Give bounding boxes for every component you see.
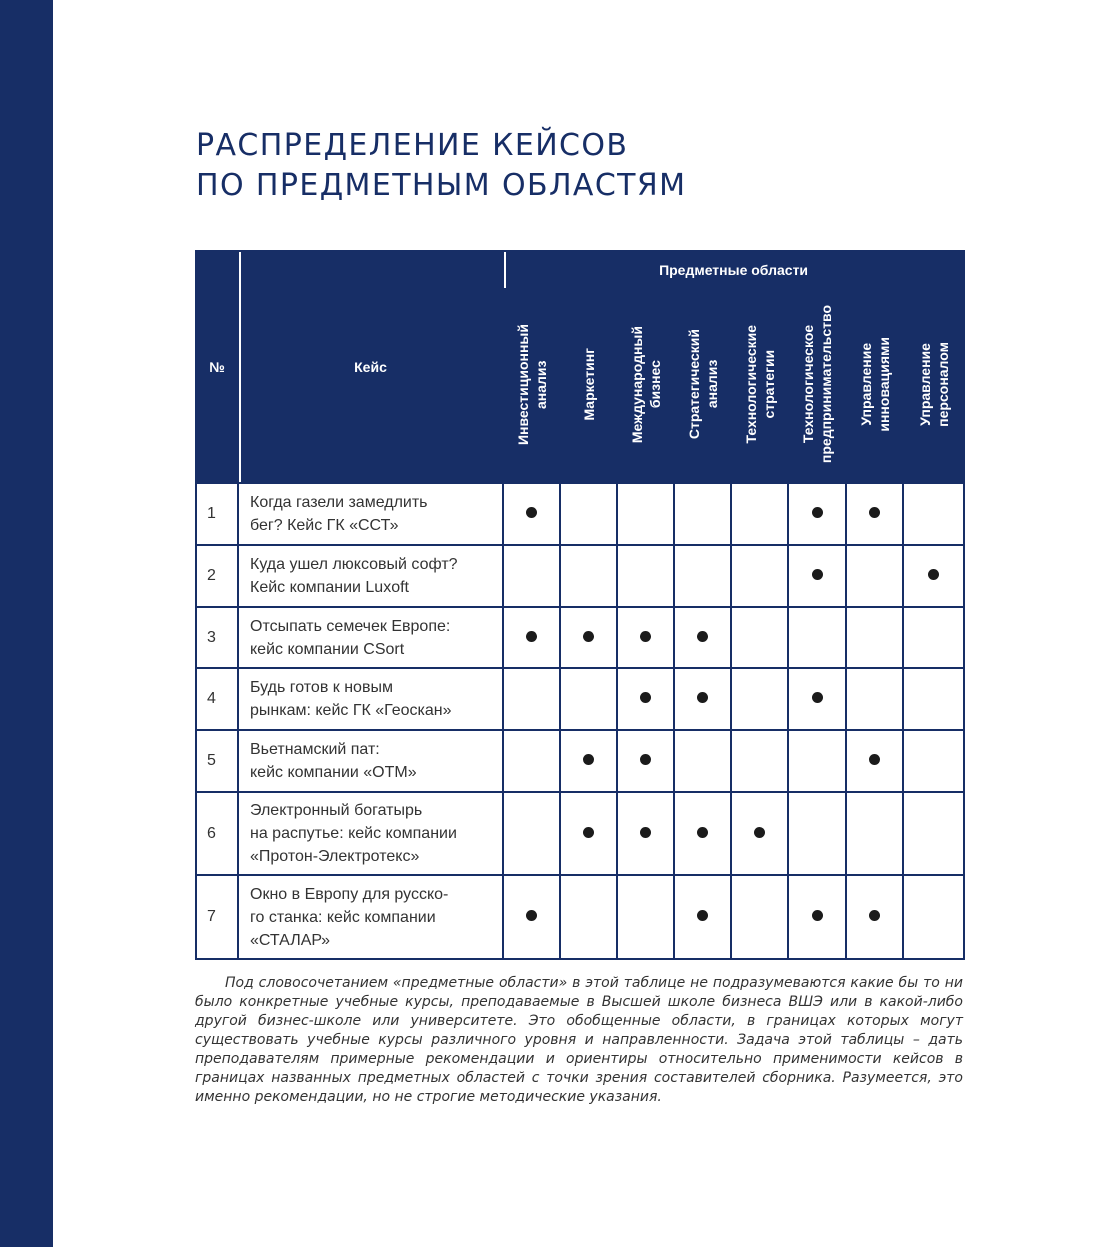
case-title-line: Отсыпать семечек Европе: (250, 617, 451, 635)
area-label (799, 305, 835, 463)
bullet-mark-icon (583, 754, 594, 765)
side-color-bar (0, 0, 53, 1247)
bullet-mark-icon (640, 754, 651, 765)
bullet-mark-icon (526, 910, 537, 921)
area-cell (503, 792, 560, 875)
area-cell (846, 668, 903, 730)
bullet-mark-icon (526, 631, 537, 642)
area-cell (617, 875, 674, 959)
area-cell (560, 607, 617, 668)
title-line-2: ПО ПРЕДМЕТНЫМ ОБЛАСТЯМ (196, 168, 687, 203)
table-row (196, 730, 964, 792)
table-row (196, 483, 964, 545)
area-cell (788, 668, 846, 730)
footnote: Под словосочетанием «предметные области» в этой таблице не подразумеваются какие бы то ни было конкретные учебные курсы, преподаваемые в Высшей школе бизнеса ВШЭ или в какой-либо другой бизнес-школе или университете. Это обобщенные области, в границах которых могут существовать учебные курсы различного уровня и направленности. Задача этой таблицы – дать преподавателям примерные рекомендации и ориентиры относительно применимости кейсов в границах названных предметных областей с точки зрения составителей сборника. Разумеется, это именно рекомендации, но не строгие методические указания. (195, 975, 963, 1105)
area-cell (503, 607, 560, 668)
header-subject-areas: Предметные области (503, 251, 964, 289)
area-label-line-2: анализ (532, 360, 549, 409)
area-cell (674, 483, 731, 545)
area-label-line-2: предпринимательство (818, 305, 834, 464)
case-title-line: Кейс компании Luxoft (250, 579, 409, 596)
area-cell (903, 792, 964, 875)
area-label (916, 342, 952, 427)
case-title-line: го станка: кейс компании (250, 908, 436, 926)
area-label-line-1: Маркетинг (580, 348, 597, 421)
area-label (514, 324, 550, 445)
area-cell (731, 875, 788, 959)
area-label (685, 329, 721, 439)
area-cell (788, 875, 846, 959)
case-title-line: рынкам: кейс ГК «Геоскан» (250, 702, 452, 719)
row-number: 2 (196, 545, 238, 607)
bullet-mark-icon (583, 827, 594, 838)
area-cell (731, 792, 788, 875)
area-cell (788, 545, 846, 607)
area-label-line-1: Технологическое (800, 325, 816, 444)
area-label-line-1: Инвестиционный (514, 323, 531, 446)
area-cell (617, 607, 674, 668)
area-header-0 (503, 289, 560, 483)
area-cell (674, 607, 731, 668)
area-cell (846, 545, 903, 607)
case-title-line: бег? Кейс ГК «ССТ» (250, 517, 399, 534)
area-label (580, 348, 598, 421)
area-cell (731, 668, 788, 730)
table-row (196, 875, 964, 959)
bullet-mark-icon (697, 692, 708, 703)
case-title-line: «Протон-Электротекс» (250, 848, 420, 865)
row-number: 5 (196, 730, 238, 792)
area-header-2 (617, 289, 674, 483)
case-title (238, 483, 503, 545)
area-cell (846, 730, 903, 792)
area-cell (674, 668, 731, 730)
page-title (196, 126, 686, 206)
area-cell (560, 875, 617, 959)
area-cell (560, 792, 617, 875)
area-label-line-1: Управление (857, 343, 874, 426)
table-body (196, 483, 964, 959)
area-cell (617, 483, 674, 545)
case-title-line: Вьетнамский пат: (250, 741, 380, 758)
bullet-mark-icon (526, 507, 537, 518)
area-label (628, 326, 664, 443)
area-cell (674, 792, 731, 875)
header-case: Кейс (238, 251, 503, 483)
bullet-mark-icon (812, 507, 823, 518)
bullet-mark-icon (812, 569, 823, 580)
area-cell (846, 607, 903, 668)
case-title (238, 668, 503, 730)
case-title (238, 792, 503, 875)
area-cell (903, 545, 964, 607)
bullet-mark-icon (697, 631, 708, 642)
case-title-line: Будь готов к новым (250, 679, 393, 696)
area-header-5 (788, 289, 846, 483)
case-title-line: Когда газели замедлить (250, 494, 428, 511)
area-label-line-1: Технологические (742, 325, 759, 444)
bullet-mark-icon (869, 910, 880, 921)
area-cell (674, 730, 731, 792)
area-cell (846, 483, 903, 545)
area-cell (788, 730, 846, 792)
area-cell (617, 545, 674, 607)
area-cell (503, 483, 560, 545)
row-number: 1 (196, 483, 238, 545)
area-cell (903, 668, 964, 730)
table-row (196, 668, 964, 730)
area-cell (617, 792, 674, 875)
case-title-line: Куда ушел люксовый софт? (250, 556, 458, 573)
bullet-mark-icon (812, 692, 823, 703)
bullet-mark-icon (869, 754, 880, 765)
area-label-line-2: стратегии (760, 350, 777, 419)
row-number: 3 (196, 607, 238, 668)
bullet-mark-icon (640, 631, 651, 642)
area-cell (846, 875, 903, 959)
area-label-line-2: персоналом (934, 342, 951, 427)
area-label-line-2: инновациями (875, 337, 892, 432)
case-title (238, 607, 503, 668)
area-label (857, 337, 893, 432)
area-cell (617, 668, 674, 730)
area-cell (503, 730, 560, 792)
area-cell (560, 483, 617, 545)
area-cell (788, 792, 846, 875)
area-cell (617, 730, 674, 792)
row-number: 7 (196, 875, 238, 959)
case-title-line: Электронный богатырь (250, 802, 423, 819)
area-label-line-2: анализ (703, 360, 720, 409)
area-cell (503, 668, 560, 730)
area-label (742, 325, 778, 444)
bullet-mark-icon (697, 827, 708, 838)
case-title-line: кейс компании CSort (250, 640, 405, 658)
area-header-1 (560, 289, 617, 483)
row-number: 4 (196, 668, 238, 730)
area-cell (731, 545, 788, 607)
area-cell (560, 668, 617, 730)
area-header-7 (903, 289, 964, 483)
area-cell (731, 730, 788, 792)
area-cell (503, 545, 560, 607)
bullet-mark-icon (869, 507, 880, 518)
area-header-3 (674, 289, 731, 483)
area-cell (903, 875, 964, 959)
area-header-6 (846, 289, 903, 483)
case-title-line: «СТАЛАР» (250, 931, 331, 949)
table-row (196, 792, 964, 875)
area-cell (674, 545, 731, 607)
area-label-line-2: бизнес (646, 360, 663, 409)
area-cell (903, 483, 964, 545)
bullet-mark-icon (812, 910, 823, 921)
bullet-mark-icon (640, 692, 651, 703)
case-title-line: кейс компании «ОТМ» (250, 764, 417, 781)
area-label-line-1: Стратегический (685, 329, 702, 440)
table-row (196, 607, 964, 668)
case-title-line: Окно в Европу для русско- (250, 885, 449, 903)
area-cell (560, 730, 617, 792)
case-title-line: на распутье: кейс компании (250, 825, 457, 842)
header-num: № (196, 251, 238, 483)
bullet-mark-icon (640, 827, 651, 838)
area-cell (903, 730, 964, 792)
bullet-mark-icon (583, 631, 594, 642)
table-row (196, 545, 964, 607)
bullet-mark-icon (754, 827, 765, 838)
row-number: 6 (196, 792, 238, 875)
cases-table (195, 250, 965, 960)
area-cell (788, 607, 846, 668)
area-label-line-1: Международный (628, 325, 645, 444)
title-line-1: РАСПРЕДЕЛЕНИЕ КЕЙСОВ (196, 128, 629, 163)
area-cell (731, 483, 788, 545)
area-cell (903, 607, 964, 668)
area-cell (788, 483, 846, 545)
area-cell (503, 875, 560, 959)
area-cell (731, 607, 788, 668)
case-title (238, 545, 503, 607)
area-cell (674, 875, 731, 959)
area-cell (846, 792, 903, 875)
area-cell (560, 545, 617, 607)
bullet-mark-icon (928, 569, 939, 580)
case-title (238, 730, 503, 792)
case-title (238, 875, 503, 959)
bullet-mark-icon (697, 910, 708, 921)
area-label-line-1: Управление (916, 343, 933, 426)
area-header-4 (731, 289, 788, 483)
